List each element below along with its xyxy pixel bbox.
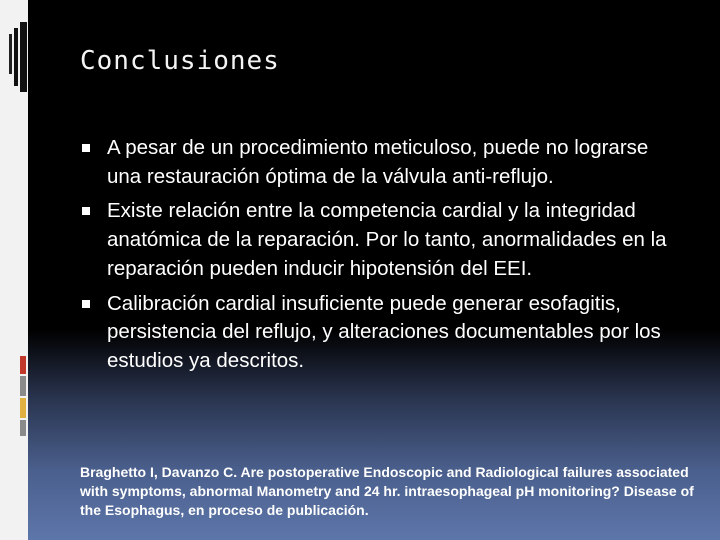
square-bullet-icon	[82, 300, 90, 308]
bullet-list	[80, 134, 680, 382]
deco-bar-top-3	[9, 34, 12, 74]
bullet-text: Existe relación entre la competencia cardial y la integridad anatómica de la reparación. Por lo tanto, anormalidades en la reparación pueden inducir hipotensión del EEI.	[107, 199, 667, 280]
square-bullet-icon	[82, 144, 90, 152]
deco-bar-top-2	[14, 28, 18, 86]
slide-title: Conclusiones	[80, 46, 280, 76]
reference-citation: Braghetto I, Davanzo C. Are postoperative Endoscopic and Radiological failures associated with symptoms, abnormal Manometry and 24 hr. intraesophageal pH monitoring? Disease of the Esophagus, en proceso de publicación.	[80, 464, 694, 518]
bullet-item	[80, 197, 680, 283]
bullet-text: A pesar de un procedimiento meticuloso, puede no lograrse una restauración óptima de la válvula anti-reflujo.	[107, 136, 649, 188]
bullet-item	[80, 134, 680, 191]
deco-bar-low-gold	[20, 398, 26, 418]
square-bullet-icon	[82, 207, 90, 215]
deco-bar-low-gray-1	[20, 376, 26, 396]
deco-bar-top-1	[20, 22, 27, 92]
bullet-text: Calibración cardial insuficiente puede generar esofagitis, persistencia del reflujo, y alteraciones documentables por los estudios ya descritos.	[107, 291, 661, 372]
deco-bar-low-red	[20, 356, 26, 374]
deco-bar-low-gray-2	[20, 420, 26, 436]
bullet-item	[80, 290, 680, 376]
